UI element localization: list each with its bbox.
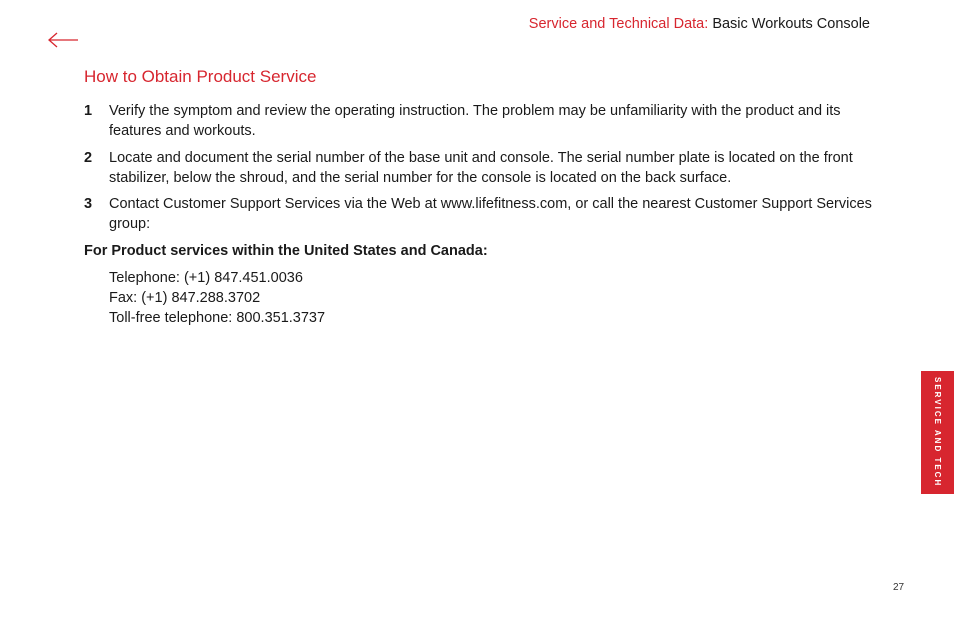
step-item [84,148,874,188]
contact-fax: Fax: (+1) 847.288.3702 [109,289,261,306]
step-number: 2 [84,149,93,166]
step-text: Contact Customer Support Services via the Web at www.lifefitness.com, or call the nearest Customer Support Services group: [109,196,872,232]
step-item [84,194,874,234]
back-arrow-link[interactable] [46,28,80,52]
side-tab-service-and-tech[interactable] [921,371,954,494]
side-tab-label: SERVICE AND TECH [933,377,942,488]
steps-list [84,101,874,234]
subheading: For Product services within the United States and Canada: [84,242,488,259]
step-text: Locate and document the serial number of the base unit and console. The serial number plate is located on the front stabilizer, below the shroud, and the serial number for the console is located on the back surface. [109,149,853,186]
running-header [529,15,870,33]
main-content [84,66,874,328]
contact-telephone: Telephone: (+1) 847.451.0036 [109,269,303,286]
contact-block [109,268,874,328]
page-title: How to Obtain Product Service [84,67,317,86]
step-item [84,101,874,141]
contact-toll-free: Toll-free telephone: 800.351.3737 [109,309,326,326]
page-number: 27 [893,582,905,593]
left-arrow-icon [46,28,80,52]
step-number: 3 [84,196,93,212]
header-section: Service and Technical Data: [528,16,709,32]
header-document: Basic Workouts Console [712,16,870,32]
step-number: 1 [84,103,93,119]
step-text: Verify the symptom and review the operating instruction. The problem may be unfamiliarity with the product and its features and workouts. [109,103,841,139]
